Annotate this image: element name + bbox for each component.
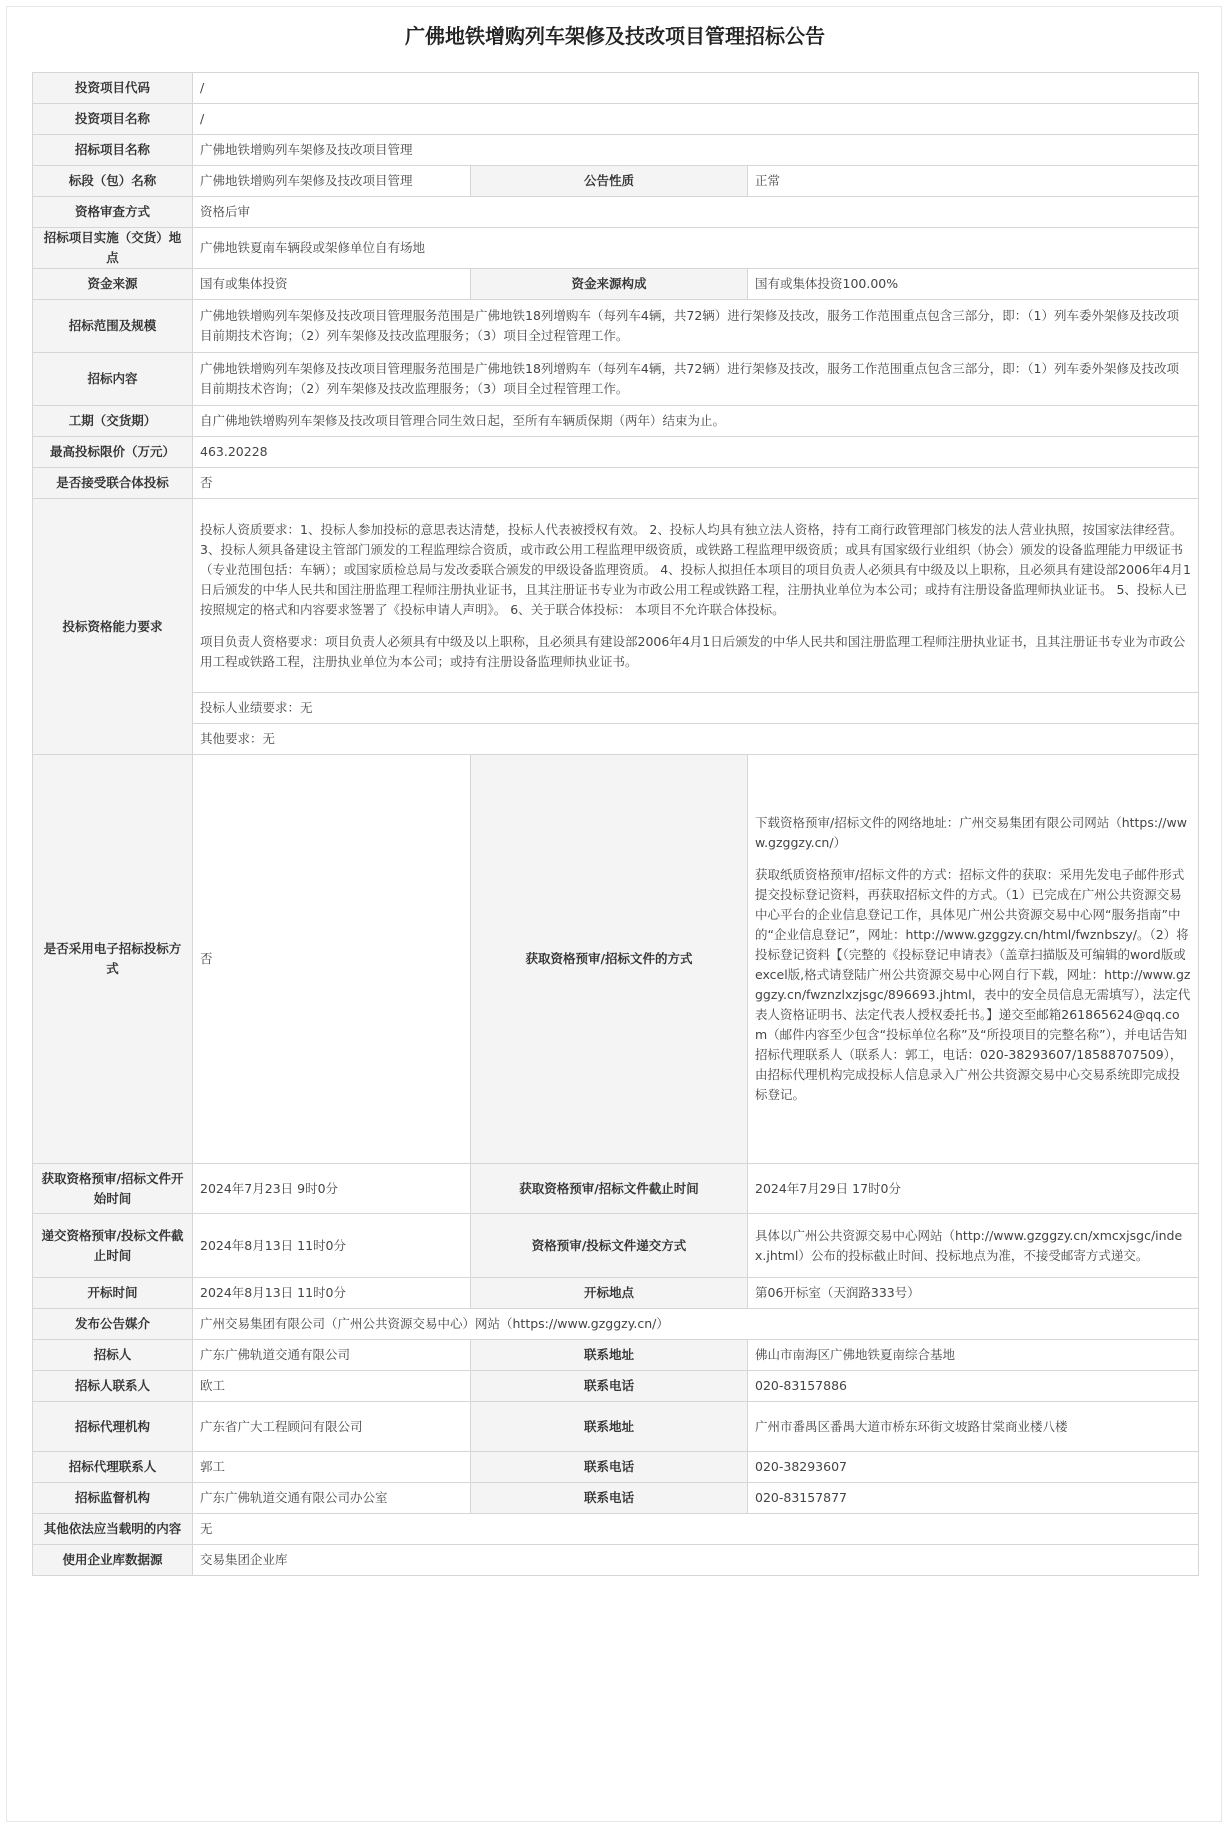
row-bidder-requirements [33, 499, 1199, 693]
row-label-2: 联系地址 [471, 1402, 748, 1452]
row-value: 广佛地铁增购列车架修及技改项目管理 [193, 135, 1199, 166]
row-label: 招标人联系人 [33, 1371, 193, 1402]
row-value: 广佛地铁增购列车架修及技改项目管理 [193, 166, 471, 197]
row-value: 自广佛地铁增购列车架修及技改项目管理合同生效日起，至所有车辆质保期（两年）结束为止。 [193, 406, 1199, 437]
row-value: 否 [193, 755, 471, 1164]
row-value-2: 具体以广州公共资源交易中心网站（http://www.gzggzy.cn/xmcxjsgc/index.jhtml）公布的投标截止时间、投标地点为准，不接受邮寄方式递交。 [748, 1214, 1199, 1278]
row-value-2: 国有或集体投资100.00% [748, 269, 1199, 300]
row-label: 招标项目名称 [33, 135, 193, 166]
row-label: 发布公告媒介 [33, 1309, 193, 1340]
row-label: 资金来源 [33, 269, 193, 300]
row-duration [33, 406, 1199, 437]
row-label: 投资项目名称 [33, 104, 193, 135]
row-value-2: 佛山市南海区广佛地铁夏南综合基地 [748, 1340, 1199, 1371]
row-label: 招标代理机构 [33, 1402, 193, 1452]
row-label: 开标时间 [33, 1278, 193, 1309]
row-value: 广佛地铁增购列车架修及技改项目管理服务范围是广佛地铁18列增购车（每列车4辆，共72辆）进行架修及技改，服务工作范围重点包含三部分，即：（1）列车委外架修及技改项目前期技术咨询；（2）列车架修及技改监理服务；（3）项目全过程管理工作。 [193, 300, 1199, 353]
row-value: 无 [193, 1514, 1199, 1545]
manager-qualification-paragraph: 项目负责人资格要求：项目负责人必须具有中级及以上职称，且必须具有建设部2006年4月1日后颁发的中华人民共和国注册监理工程师注册执业证书，且其注册证书专业为市政公用工程或铁路工程，注册执业单位为本公司；或持有注册设备监理师执业证书。 [200, 633, 1186, 669]
row-label: 招标内容 [33, 353, 193, 406]
row-label: 资格审查方式 [33, 197, 193, 228]
row-label: 其他依法应当载明的内容 [33, 1514, 193, 1545]
qualification-paragraph: 投标人资质要求：1、投标人参加投标的意思表达清楚，投标人代表被授权有效。 2、投标人均具有独立法人资格，持有工商行政管理部门核发的法人营业执照，按国家法律经营。 3、投标人须具备建设主管部门颁发的工程监理综合资质，或市政公用工程监理甲级资质，或铁路工程监理甲级资质；或具有国家级行业组织（协会）颁发的设备监理能力甲级证书（专业范围包括：车辆）；或国家质检总局与发改委联合颁发的甲级设备监理资质。 4、投标人拟担任本项目的项目负责人必须具有中级及以上职称，且必须具有建设部2006年4月1日后颁发的中华人民共和国注册监理工程师注册执业证书，且其注册证书专业为市政公用工程或铁路工程，注册执业单位为本公司；或持有注册设备监理师执业证书。 5、投标人已按照规定的格式和内容要求签署了《投标申请人声明》。 6、关于联合体投标： 本项目不允许联合体投标。 [200, 521, 1191, 617]
row-label: 最高投标限价（万元） [33, 437, 193, 468]
row-label-2: 获取资格预审/招标文件截止时间 [471, 1164, 748, 1214]
row-label-2: 联系电话 [471, 1452, 748, 1483]
qualification-text [193, 499, 1199, 693]
page-title: 广佛地铁增购列车架修及技改项目管理招标公告 [405, 24, 825, 48]
row-lot-name [33, 166, 1199, 197]
row-label-2: 资金来源构成 [471, 269, 748, 300]
performance-requirement: 投标人业绩要求：无 [193, 693, 1199, 724]
row-value: 郭工 [193, 1452, 471, 1483]
row-media [33, 1309, 1199, 1340]
row-label: 使用企业库数据源 [33, 1545, 193, 1576]
row-value: 交易集团企业库 [193, 1545, 1199, 1576]
row-other-requirements [33, 724, 1199, 755]
row-delivery-location [33, 228, 1199, 269]
row-investment-name [33, 104, 1199, 135]
row-fund-source [33, 269, 1199, 300]
row-label: 招标监督机构 [33, 1483, 193, 1514]
notice-table [32, 72, 1199, 1576]
row-label: 招标项目实施（交货）地点 [33, 228, 193, 269]
row-label: 递交资格预审/投标文件截止时间 [33, 1214, 193, 1278]
row-value: 资格后审 [193, 197, 1199, 228]
row-content [33, 353, 1199, 406]
paper-acquisition-method: 获取纸质资格预审/招标文件的方式：招标文件的获取：采用先发电子邮件形式提交投标登记资料，再获取招标文件的方式。（1）已完成在广州公共资源交易中心平台的企业信息登记工作，具体见广州公共资源交易中心网“服务指南”中的“企业信息登记”，网址：http://www.gzggzy.cn/html/fwznbszy/。（2）将投标登记资料【（完整的《投标登记申请表》（盖章扫描版及可编辑的word版或excel版,格式请登陆广州公共资源交易中心网自行下载，网址：http://www.gzggzy.cn/fwznzlxzjsgc/896693.jhtml，表中的安全员信息无需填写），法定代表人资格证明书、法定代表人授权委托书。】递交至邮箱261865624@qq.com（邮件内容至少包含“投标单位名称”及“所投项目的完整名称”），并电话告知招标代理联系人（联系人：郭工，电话：020-38293607/18588707509），由招标代理机构完成投标人信息录入广州公共资源交易中心交易系统即完成投标登记。 [755, 867, 1191, 1102]
row-value: 否 [193, 468, 1199, 499]
row-value: 广东省广大工程顾问有限公司 [193, 1402, 471, 1452]
row-label-2: 公告性质 [471, 166, 748, 197]
row-value: 广东广佛轨道交通有限公司 [193, 1340, 471, 1371]
row-value: 广佛地铁增购列车架修及技改项目管理服务范围是广佛地铁18列增购车（每列车4辆，共72辆）进行架修及技改，服务工作范围重点包含三部分，即：（1）列车委外架修及技改项目前期技术咨询；（2）列车架修及技改监理服务；（3）项目全过程管理工作。 [193, 353, 1199, 406]
row-database [33, 1545, 1199, 1576]
row-label-2: 联系电话 [471, 1371, 748, 1402]
row-label: 是否接受联合体投标 [33, 468, 193, 499]
row-max-price [33, 437, 1199, 468]
row-value: 广佛地铁夏南车辆段或架修单位自有场地 [193, 228, 1199, 269]
row-label-2: 开标地点 [471, 1278, 748, 1309]
row-value-2: 020-38293607 [748, 1452, 1199, 1483]
row-value-2: 第06开标室（天润路333号） [748, 1278, 1199, 1309]
row-label: 标段（包）名称 [33, 166, 193, 197]
row-value-2: 2024年7月29日 17时0分 [748, 1164, 1199, 1214]
row-value: 2024年8月13日 11时0分 [193, 1214, 471, 1278]
row-investment-code [33, 73, 1199, 104]
row-value: 国有或集体投资 [193, 269, 471, 300]
row-tenderer-contact [33, 1371, 1199, 1402]
row-tenderer [33, 1340, 1199, 1371]
doc-acquisition-method [748, 755, 1199, 1164]
row-supervisor [33, 1483, 1199, 1514]
row-value: 广东广佛轨道交通有限公司办公室 [193, 1483, 471, 1514]
row-value: / [193, 104, 1199, 135]
row-performance [33, 693, 1199, 724]
row-other-legal [33, 1514, 1199, 1545]
row-label: 招标范围及规模 [33, 300, 193, 353]
row-scope [33, 300, 1199, 353]
row-label: 招标人 [33, 1340, 193, 1371]
row-label-2: 联系电话 [471, 1483, 748, 1514]
row-label: 工期（交货期） [33, 406, 193, 437]
row-electronic [33, 755, 1199, 1164]
row-label: 投资项目代码 [33, 73, 193, 104]
row-agency-contact [33, 1452, 1199, 1483]
row-value-2: 020-83157886 [748, 1371, 1199, 1402]
row-value-2: 正常 [748, 166, 1199, 197]
row-qualification-review [33, 197, 1199, 228]
download-address: 下载资格预审/招标文件的网络地址：广州交易集团有限公司网站（https://www.gzggzy.cn/） [755, 815, 1187, 850]
other-requirement: 其他要求：无 [193, 724, 1199, 755]
row-label-2: 获取资格预审/招标文件的方式 [471, 755, 748, 1164]
row-project-name [33, 135, 1199, 166]
row-doc-time [33, 1164, 1199, 1214]
row-consortium [33, 468, 1199, 499]
row-label-2: 资格预审/投标文件递交方式 [471, 1214, 748, 1278]
row-value-2: 020-83157877 [748, 1483, 1199, 1514]
row-value: 2024年8月13日 11时0分 [193, 1278, 471, 1309]
row-value: 2024年7月23日 9时0分 [193, 1164, 471, 1214]
row-value-2: 广州市番禺区番禺大道市桥东环街文坡路甘棠商业楼八楼 [748, 1402, 1199, 1452]
row-value: 463.20228 [193, 437, 1199, 468]
row-value: 欧工 [193, 1371, 471, 1402]
row-submit-time [33, 1214, 1199, 1278]
row-opening [33, 1278, 1199, 1309]
row-label: 获取资格预审/招标文件开始时间 [33, 1164, 193, 1214]
row-label: 投标资格能力要求 [33, 499, 193, 755]
row-label: 招标代理联系人 [33, 1452, 193, 1483]
row-value: / [193, 73, 1199, 104]
row-label: 是否采用电子招标投标方式 [33, 755, 193, 1164]
row-value: 广州交易集团有限公司（广州公共资源交易中心）网站（https://www.gzggzy.cn/） [193, 1309, 1199, 1340]
row-label-2: 联系地址 [471, 1340, 748, 1371]
row-agency [33, 1402, 1199, 1452]
